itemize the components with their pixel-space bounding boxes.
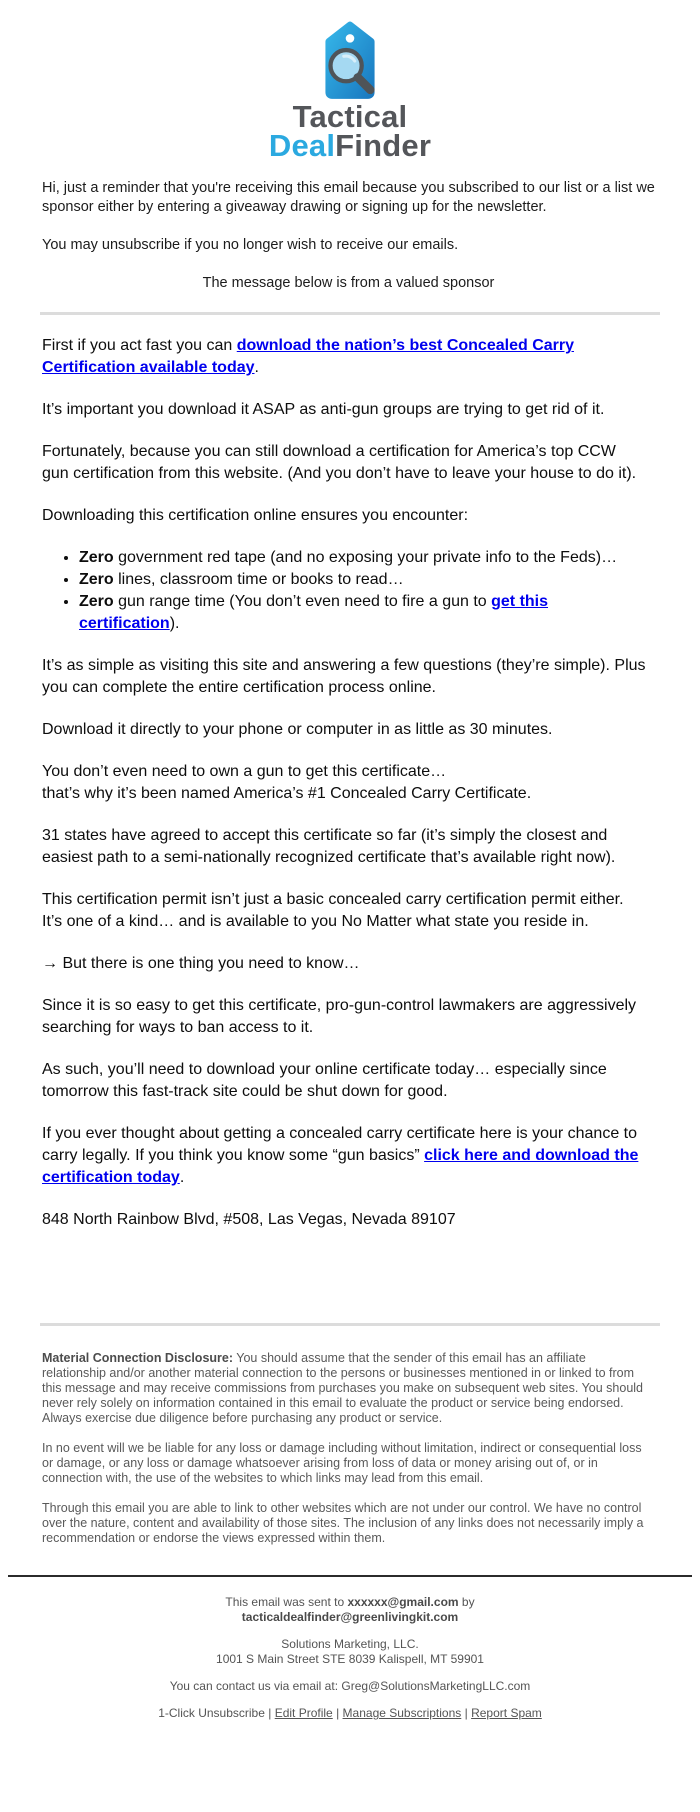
paragraph-no-gun-needed: [42, 761, 647, 805]
spacer: [0, 1251, 700, 1323]
b1-bold: Zero: [79, 549, 114, 566]
material-connection-disclosure: [42, 1351, 652, 1426]
b1-rest: government red tape (and no exposing your private info to the Feds)…: [113, 549, 618, 566]
manage-subscriptions-link[interactable]: Manage Subscriptions: [342, 1706, 462, 1720]
paragraph-shut-down: As such, you’ll need to download your online certificate today… especially since tomorrow this fast-track site could be shut down for good.: [42, 1061, 607, 1100]
sponsor-message: [0, 335, 700, 1231]
separator: |: [464, 1706, 468, 1720]
brand-finder: Finder: [335, 128, 432, 163]
report-spam-link[interactable]: Report Spam: [471, 1706, 542, 1720]
paragraph-cta-1: [42, 335, 647, 379]
recipient-email: xxxxxx@gmail.com: [347, 1595, 459, 1609]
tag-magnifier-icon: [311, 20, 389, 102]
download-certification-link[interactable]: download the nation’s best Concealed Carry Certification available today: [42, 337, 574, 376]
sponsor-note: The message below is from a valued sponsor: [202, 275, 495, 291]
b3-bold: Zero: [79, 593, 114, 610]
p13-suffix: .: [179, 1169, 185, 1186]
sent-to-line: [40, 1595, 660, 1625]
b2-bold: Zero: [79, 571, 114, 588]
p13-prefix: If you ever thought about getting a concealed carry certificate here is your chance to carry legally. If you think you know some “gun basics”: [42, 1125, 638, 1164]
paragraph-one-of-a-kind: This certification permit isn’t just a basic concealed carry certification permit either. It’s one of a kind… and is available to you No Matter what state you reside in.: [42, 891, 624, 930]
paragraph-lawmakers: Since it is so easy to get this certificate, pro-gun-control lawmakers are aggressively searching for ways to ban access to it.: [42, 997, 637, 1036]
one-click-unsubscribe[interactable]: 1-Click Unsubscribe: [158, 1706, 265, 1720]
unsubscribe-note: You may unsubscribe if you no longer wish to receive our emails.: [42, 237, 459, 253]
list-item-gun-range: [79, 591, 647, 635]
paragraph-fortunately: Fortunately, because you can still download a certification for America’s top CCW gun certification from this website. (And you don’t have to leave your house to do it).: [42, 443, 637, 482]
b2-rest: lines, classroom time or books to read…: [113, 571, 404, 588]
b3-suffix: ).: [169, 615, 180, 632]
paragraph-30-minutes: Download it directly to your phone or computer in as little as 30 minutes.: [42, 721, 553, 738]
paragraph-simple: It’s as simple as visiting this site and answering a few questions (they’re simple). Plus you can complete the entire certification process online.: [42, 657, 646, 696]
company-address: 1001 S Main Street STE 8039 Kalispell, MT 59901: [216, 1652, 484, 1666]
external-links-disclaimer: Through this email you are able to link to other websites which are not under our control. We have no control over the nature, content and availability of those sites. The inclusion of any links does not necessarily imply a recommendation or endorse the views expressed within them.: [42, 1501, 644, 1545]
footer-links: [40, 1706, 660, 1721]
paragraph-ensures: Downloading this certification online ensures you encounter:: [42, 507, 469, 524]
click-here-download-link[interactable]: click here and download the certification today: [42, 1147, 639, 1186]
brand-name: [0, 99, 700, 163]
preheader-section: [0, 179, 700, 293]
p7-line2: that’s why it’s been named America’s #1 Concealed Carry Certificate.: [42, 785, 532, 802]
brand-deal: Deal: [268, 128, 336, 163]
disclosure-label: Material Connection Disclosure:: [42, 1351, 234, 1365]
top-divider: [40, 312, 660, 315]
edit-profile-link[interactable]: Edit Profile: [274, 1706, 333, 1720]
paragraph-cta-2: [42, 1123, 647, 1189]
separator: |: [336, 1706, 340, 1720]
sent-prefix: This email was sent to: [225, 1595, 348, 1609]
contact-line: You can contact us via email at: Greg@SolutionsMarketingLLC.com: [169, 1679, 531, 1693]
footer-section: [0, 1577, 700, 1747]
p1-suffix: .: [254, 359, 259, 376]
list-item-lines: [79, 569, 647, 591]
separator: |: [268, 1706, 272, 1720]
sponsor-address: 848 North Rainbow Blvd, #508, Las Vegas, Nevada 89107: [42, 1211, 456, 1228]
brand-name-line2: [0, 128, 700, 163]
company-line: [40, 1637, 660, 1667]
p1-prefix: First if you act fast you can: [42, 337, 237, 354]
list-item-red-tape: [79, 547, 647, 569]
reminder-text: Hi, just a reminder that you're receiving this email because you subscribed to our list or a list we sponsor either by entering a giveaway drawing or signing up for the newsletter.: [42, 180, 655, 215]
disclosure-p1: You should assume that the sender of this email has an affiliate relationship and/or another material connection to the persons or businesses mentioned in or linked to from this message and may receive commissions from purchases you make on subsequent web sites. You should never rely solely on information contained in this email to evaluate the product or service being endorsed. Always exercise due diligence before purchasing any product or service.: [42, 1351, 644, 1425]
p7-line1: You don’t even need to own a gun to get this certificate…: [42, 763, 447, 780]
brand-logo: [0, 0, 700, 163]
get-certification-link[interactable]: get this certification: [79, 593, 549, 632]
zero-benefits-list: [42, 547, 647, 635]
paragraph-arrow-note: → But there is one thing you need to know…: [42, 955, 360, 972]
liability-disclaimer: In no event will we be liable for any loss or damage including without limitation, indirect or consequential loss or damage, or any loss or damage whatsoever arising from loss of data or money arising out of, or in connection with, the use of the websites to which links may lead from this email.: [42, 1441, 642, 1485]
company-name: Solutions Marketing, LLC.: [281, 1637, 419, 1651]
brand-name-line1: Tactical: [292, 99, 408, 134]
paragraph-urgency: It’s important you download it ASAP as anti-gun groups are trying to get rid of it.: [42, 401, 605, 418]
paragraph-31-states: 31 states have agreed to accept this certificate so far (it’s simply the closest and easiest path to a semi-nationally recognized certificate that’s available right now).: [42, 827, 616, 866]
b3-rest: gun range time (You don’t even need to fire a gun to: [113, 593, 492, 610]
sender-email: tacticaldealfinder@greenlivingkit.com: [241, 1610, 459, 1624]
disclosure-section: [0, 1326, 700, 1575]
sent-by: by: [458, 1595, 475, 1609]
